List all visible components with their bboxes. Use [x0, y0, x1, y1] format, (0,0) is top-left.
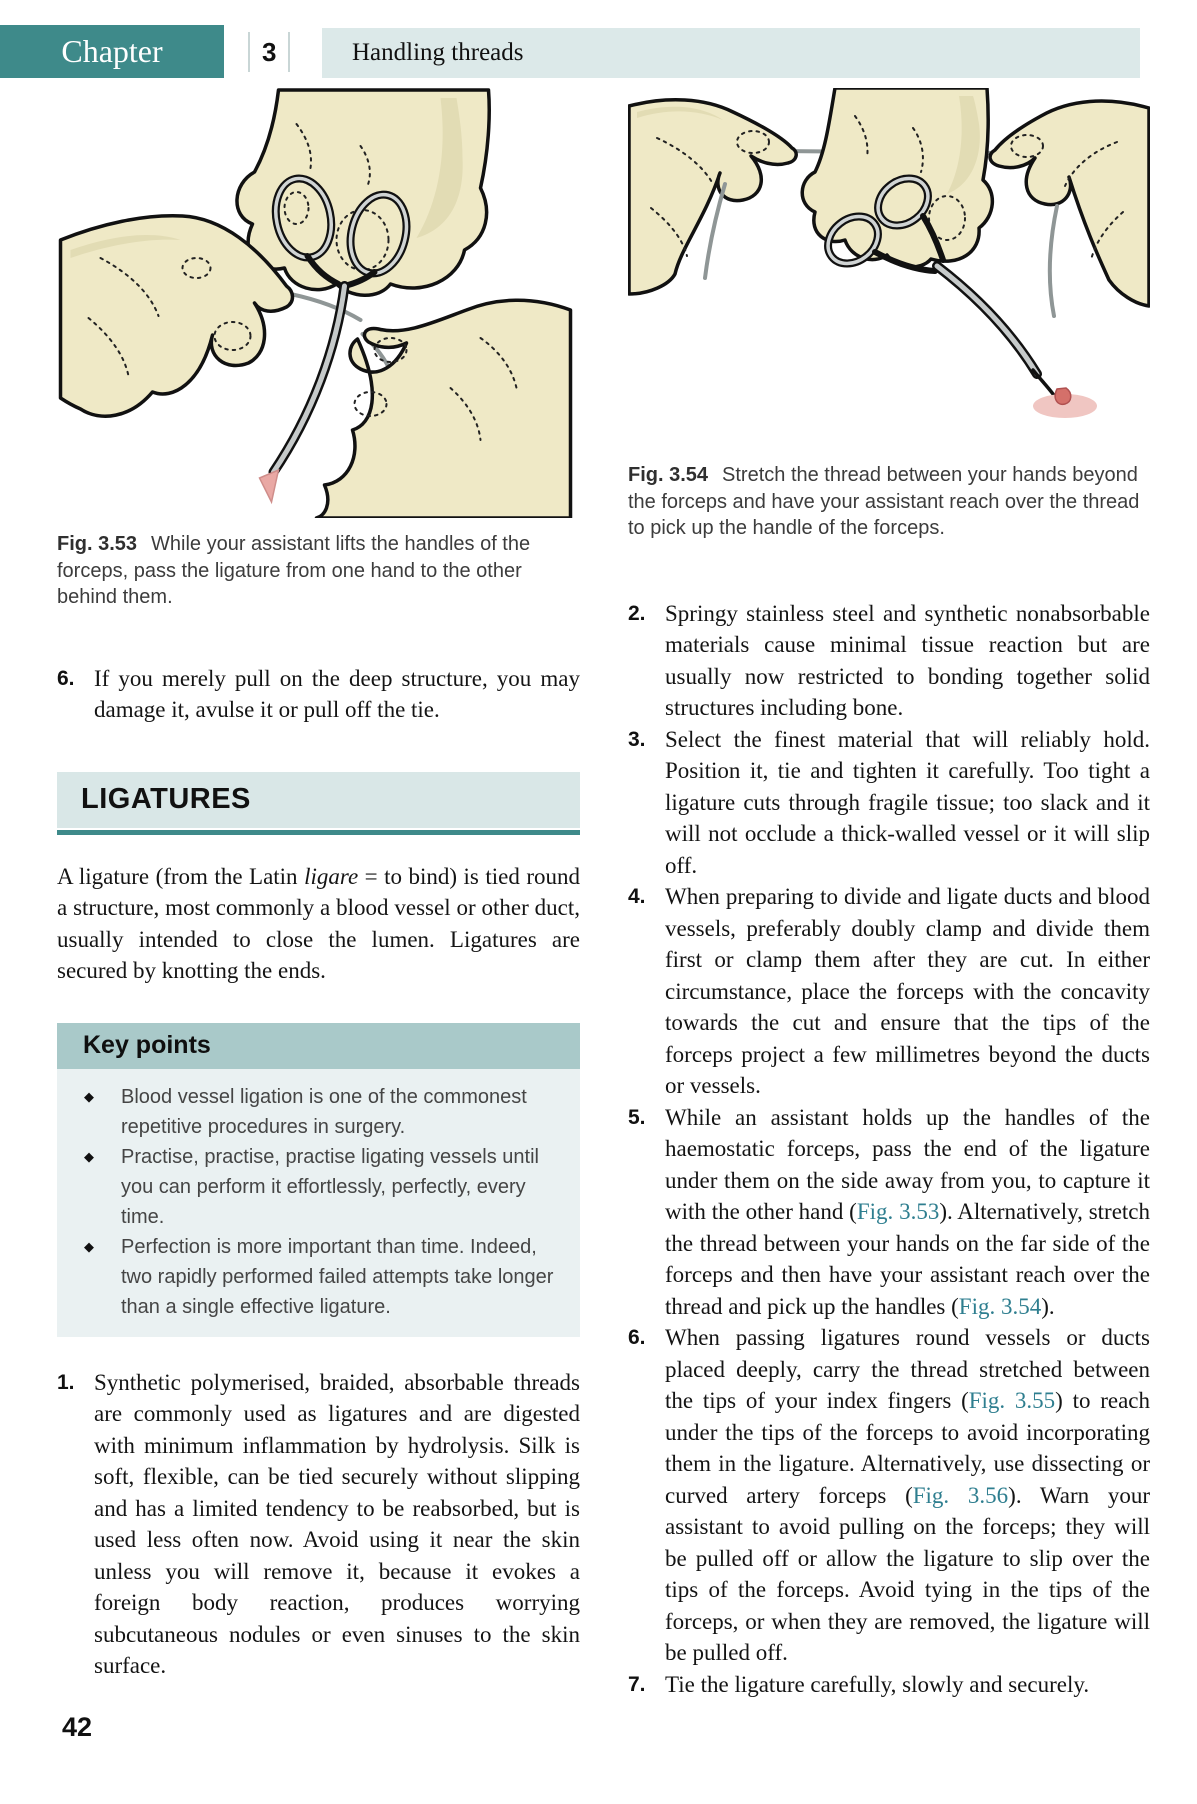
figure-reference-link[interactable]: Fig. 3.54 [958, 1293, 1042, 1319]
item-text: If you merely pull on the deep structure, you may damage it, avulse it or pull off the tie. [94, 665, 580, 722]
diamond-bullet-icon: ◆ [84, 1148, 94, 1164]
fig-3-54-label: Fig. 3.54 [628, 464, 709, 486]
hands-passing-ligature-drawing [57, 88, 574, 518]
page-number: 42 [62, 1712, 93, 1742]
numbered-list [628, 598, 1150, 1701]
figure-reference-link[interactable]: Fig. 3.56 [912, 1482, 1009, 1508]
right-column [628, 88, 1150, 1700]
fig-3-54-illustration [628, 88, 1150, 448]
item-number: 7. [628, 1672, 646, 1696]
item-text: When passing ligatures round vessels or ducts placed deeply, carry the thread stretched between the tips of your index fingers (Fig. 3.55) to reach under the tips of the forceps to avoid incorporating them in the ligature. Alternatively, use dissecting or curved artery forceps (Fig. 3.56). Warn your assistant to avoid pulling on the forceps; they will be pulled off or allow the ligature to slip over the tips of the forceps. Avoid tying in the tips of the forceps, or when they are removed, the ligature will be pulled off. [665, 1325, 1151, 1665]
numbered-item [628, 724, 1150, 882]
item-text: Select the finest material that will reliably hold. Position it, tie and tighten it carefully. Too tight a ligature cuts through fragile tissue; too slack and it will not occlude a thick-walled vessel or it will slip off. [665, 726, 1150, 878]
diamond-bullet-icon: ◆ [84, 1088, 94, 1104]
fig-3-54-caption-text: Stretch the thread between your hands beyond the forceps and have your assistant reach over the thread to pick up the handle of the forceps. [628, 464, 1140, 539]
thread-stretched-between-hands-drawing [628, 88, 1150, 443]
fig-3-54-caption [628, 462, 1150, 542]
item-text: Tie the ligature carefully, slowly and securely. [665, 1671, 1090, 1697]
ligatures-intro-paragraph: A ligature (from the Latin ligare = to bind) is tied round a structure, most commonly a blood vessel or other duct, usually intended to close the lumen. Ligatures are secured by knotting the ends. [57, 863, 581, 983]
item-number: 6. [628, 1326, 646, 1349]
key-points-body [57, 1069, 580, 1337]
chapter-number: 3 [248, 32, 290, 72]
section-heading-rule [57, 830, 580, 835]
numbered-item [628, 598, 1150, 724]
item-number: 3. [628, 727, 646, 751]
numbered-item [628, 1102, 1150, 1323]
section-heading-ligatures [57, 772, 580, 835]
key-points-header [57, 1023, 580, 1069]
item-text: Springy stainless steel and synthetic nonabsorbable materials cause minimal tissue reaction but are usually now restricted to bonding together solid structures including bone. [665, 600, 1150, 720]
item-number: 2. [628, 601, 646, 625]
key-point-text: Blood vessel ligation is one of the commonest repetitive procedures in surgery. [121, 1085, 527, 1138]
fig-3-53-caption-text: While your assistant lifts the handles of the forceps, pass the ligature from one hand to the other behind them. [57, 533, 531, 608]
key-point-item [57, 1082, 562, 1142]
chapter-label-box [0, 25, 224, 78]
numbered-item-1 [57, 1367, 580, 1682]
figure-reference-link[interactable]: Fig. 3.53 [856, 1199, 940, 1224]
numbered-item [628, 1322, 1150, 1669]
item-number: 1. [57, 1370, 75, 1394]
numbered-item [628, 1669, 1150, 1701]
diamond-bullet-icon: ◆ [84, 1238, 94, 1254]
chapter-label: Chapter [61, 33, 163, 69]
item-number: 5. [628, 1105, 646, 1129]
item-text: Synthetic polymerised, braided, absorbable threads are commonly used as ligatures and are digested with minimum inflammation by hydrolysis. Silk is soft, flexible, can be tied securely without slipping and has a limited tendency to be reabsorbed, but is used less often now. Avoid using it near the skin unless you will remove it, because it evokes a foreign body reaction, produces worrying subcutaneous nodules or even sinuses to the skin surface. [94, 1369, 580, 1678]
key-points-title: Key points [83, 1031, 211, 1059]
fig-3-53-label: Fig. 3.53 [57, 533, 138, 555]
item-number: 6. [57, 666, 75, 690]
key-point-item [57, 1232, 562, 1322]
section-heading-text: LIGATURES [81, 783, 251, 815]
key-points-list [57, 1082, 562, 1322]
item-text: While an assistant holds up the handles of the haemostatic forceps, pass the end of the ligature under them on the side away from you, to capture it with the other hand (Fig. 3.53). Alternatively, stretch the thread between your hands on the far side of the forceps and then have your assistant reach over the thread and pick up the handles (Fig. 3.54). [665, 1104, 1150, 1319]
chapter-title-bar [322, 28, 1140, 78]
chapter-title: Handling threads [352, 39, 524, 66]
fig-3-53-illustration [57, 88, 580, 523]
fig-3-53-caption [57, 531, 580, 611]
section-heading-box [57, 772, 580, 828]
numbered-item [628, 881, 1150, 1102]
key-point-text: Practise, practise, practise ligating vessels until you can perform it effortlessly, perfectly, every time. [121, 1145, 539, 1228]
key-point-item [57, 1142, 562, 1232]
key-points-box [57, 1023, 580, 1337]
key-point-text: Perfection is more important than time. Indeed, two rapidly performed failed attempts take longer than a single effective ligature. [121, 1235, 554, 1318]
item-number: 4. [628, 885, 646, 908]
numbered-item-6 [57, 663, 580, 726]
figure-reference-link[interactable]: Fig. 3.55 [968, 1388, 1056, 1413]
left-column [57, 88, 580, 1682]
item-text: When preparing to divide and ligate ducts and blood vessels, preferably doubly clamp and divide them first or clamp them after they are cut. In either circumstance, place the forceps with the concavity towards the cut and ensure that the tips of the forceps project a few millimetres beyond the ducts or vessels. [665, 884, 1150, 1098]
